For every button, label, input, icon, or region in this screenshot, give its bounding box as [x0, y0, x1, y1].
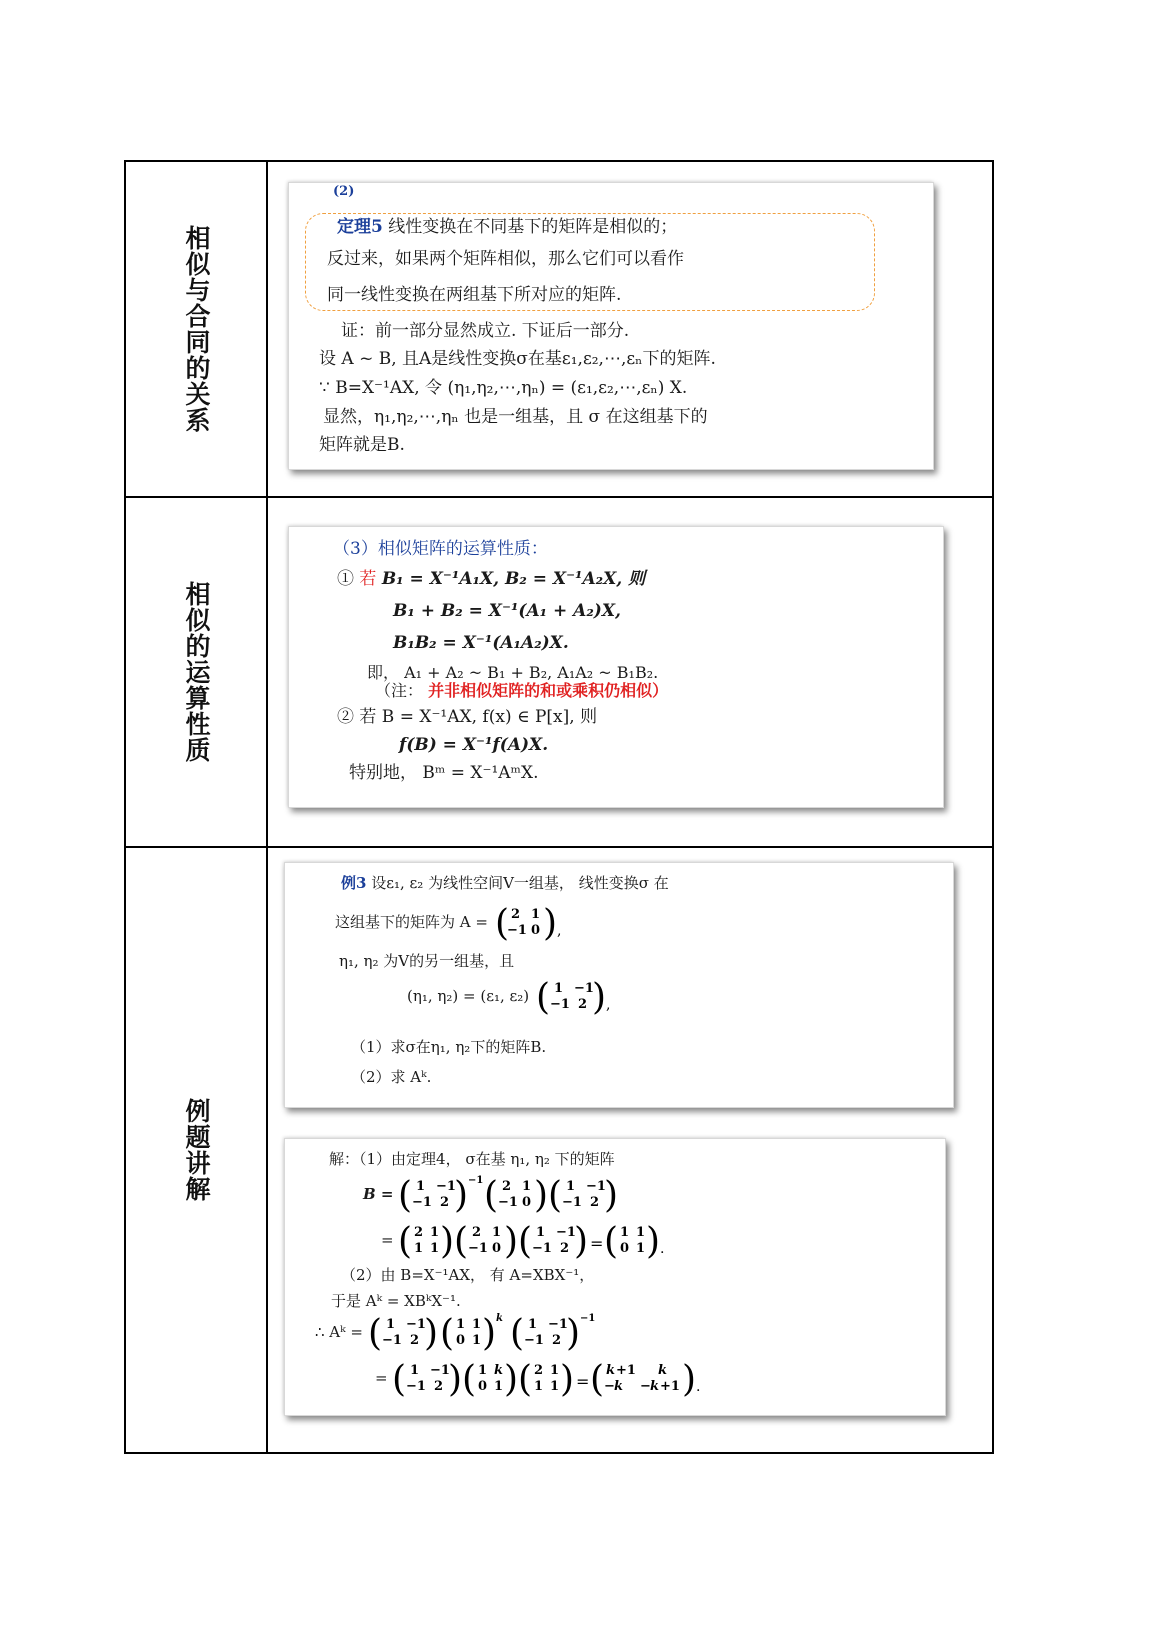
theorem-line-1: [337, 215, 677, 240]
svg-text:1: 1: [455, 1317, 465, 1332]
svg-text:−1: −1: [532, 1241, 553, 1256]
svg-text:1: 1: [530, 907, 540, 922]
svg-text:(: (: [518, 1221, 533, 1262]
svg-text:.: .: [660, 1241, 665, 1257]
example-line-5: （1）求σ在η₁, η₂下的矩阵B.: [351, 1038, 547, 1056]
table-row-similar-operations: [126, 496, 992, 846]
svg-text:): ): [448, 1359, 463, 1400]
note-open: （注：: [375, 681, 424, 700]
row-label-cell: [126, 162, 268, 496]
svg-text:): ): [542, 903, 557, 944]
svg-text:−1: −1: [586, 1179, 607, 1194]
example-text-4: (η₁, η₂) = (ε₁, ε₂): [407, 987, 530, 1005]
prop-if: 若: [359, 569, 377, 589]
prop-line-7: 特别地， Bᵐ = X⁻¹AᵐX.: [349, 763, 539, 783]
svg-text:1: 1: [416, 1179, 426, 1194]
svg-text:(: (: [454, 1221, 469, 1262]
content-table: [124, 160, 994, 1454]
svg-text:−1: −1: [547, 1317, 568, 1332]
prop-text-1: B₁ = X⁻¹A₁X, B₂ = X⁻¹A₂X, 则: [381, 569, 646, 589]
svg-text:2: 2: [502, 1179, 512, 1194]
svg-text:k: k: [494, 1363, 504, 1378]
svg-text:2: 2: [409, 1333, 419, 1348]
prop-line-2: B₁ + B₂ = X⁻¹(A₁ + A₂)X,: [393, 601, 621, 621]
note-red: 并非相似矩阵的和或乘积仍相似）: [428, 681, 669, 700]
svg-text:k: k: [495, 1313, 503, 1324]
svg-text:1: 1: [620, 1225, 630, 1240]
proof-line-2: 设 A ~ B, 且A是线性变换σ在基ε₁,ε₂,⋯,εₙ下的矩阵.: [319, 349, 716, 369]
svg-text:(: (: [484, 1175, 499, 1216]
svg-text:): ): [560, 1359, 575, 1400]
theorem-line-2: 反过来，如果两个矩阵相似，那么它们可以看作: [327, 249, 684, 269]
svg-text:2: 2: [440, 1195, 450, 1210]
svg-text:0: 0: [478, 1379, 488, 1394]
svg-text:0: 0: [492, 1241, 502, 1256]
example-line-2: [335, 901, 565, 945]
solution-text-2: B =: [363, 1185, 394, 1203]
svg-text:−1: −1: [506, 923, 527, 938]
svg-text:−: −: [604, 1379, 616, 1394]
solution-line-7: [375, 1357, 792, 1401]
svg-text:1: 1: [536, 1225, 546, 1240]
solution-line-2: [363, 1173, 668, 1217]
row-label: 相似与合同的关系: [182, 225, 211, 433]
solution-line-3: [381, 1219, 728, 1263]
slide-operations: [288, 526, 944, 808]
prop-line-5: ② 若 B = X⁻¹AX, f(x) ∈ P[x], 则: [337, 707, 598, 727]
svg-text:−1: −1: [579, 1313, 596, 1324]
svg-text:−1: −1: [523, 1333, 544, 1348]
svg-text:k: k: [614, 1379, 624, 1394]
svg-text:2: 2: [414, 1225, 424, 1240]
svg-text:−1: −1: [562, 1195, 583, 1210]
slide-cut-header: (2): [333, 184, 355, 199]
svg-text:1: 1: [534, 1379, 544, 1394]
matrix-product-Ak: [368, 1311, 638, 1355]
svg-text:1: 1: [522, 1179, 532, 1194]
proof-line-5: 矩阵就是B.: [319, 435, 405, 455]
svg-text:): ): [591, 977, 606, 1018]
table-row-examples: [126, 846, 992, 1452]
svg-text:2: 2: [551, 1333, 561, 1348]
svg-text:=: =: [576, 1372, 590, 1391]
svg-text:0: 0: [620, 1241, 630, 1256]
solution-text-6: ∴ Aᵏ =: [315, 1323, 363, 1341]
svg-text:1: 1: [471, 1317, 481, 1332]
row-label-cell: [126, 848, 268, 1452]
slide-solution: [284, 1138, 946, 1416]
svg-text:1: 1: [566, 1179, 576, 1194]
svg-text:1: 1: [492, 1225, 502, 1240]
svg-text:(: (: [494, 903, 509, 944]
example-line-6: （2）求 Aᵏ.: [351, 1068, 432, 1086]
svg-text:): ): [646, 1221, 661, 1262]
svg-text:(: (: [509, 1313, 524, 1354]
svg-text:1: 1: [471, 1333, 481, 1348]
matrix-A: [493, 901, 565, 945]
row-label: 例题讲解: [182, 1098, 211, 1202]
svg-text:1: 1: [430, 1241, 440, 1256]
svg-text:,: ,: [605, 997, 611, 1013]
prop-line-3: B₁B₂ = X⁻¹(A₁A₂)X.: [393, 633, 569, 653]
svg-text:(: (: [548, 1175, 563, 1216]
svg-text:): ): [534, 1175, 549, 1216]
svg-text:−1: −1: [549, 997, 570, 1012]
svg-text:): ): [504, 1221, 519, 1262]
example-line-3: η₁, η₂ 为V的另一组基，且: [339, 952, 515, 970]
svg-text:1: 1: [430, 1225, 440, 1240]
theorem-title: 定理5: [337, 217, 383, 237]
proof-line-1: 证：前一部分显然成立. 下证后一部分.: [341, 321, 630, 341]
svg-text:1: 1: [410, 1363, 420, 1378]
svg-text:(: (: [518, 1359, 533, 1400]
matrix-product-Ak-result: [392, 1357, 792, 1401]
svg-text:(: (: [535, 977, 550, 1018]
solution-text-3: =: [381, 1231, 394, 1249]
svg-text:−1: −1: [430, 1363, 451, 1378]
example-tag: 例3: [341, 874, 367, 892]
svg-text:k: k: [606, 1363, 616, 1378]
example-line-4: [407, 975, 614, 1019]
proof-line-4: 显然，η₁,η₂,⋯,ηₙ 也是一组基，且 σ 在这组基下的: [323, 407, 708, 427]
theorem-line-3: 同一线性变换在两组基下所对应的矩阵.: [327, 285, 622, 305]
svg-text:2: 2: [577, 997, 587, 1012]
example-line-1: [341, 873, 669, 895]
svg-text:−1: −1: [412, 1195, 433, 1210]
svg-text:): ): [423, 1313, 438, 1354]
svg-text:(: (: [590, 1359, 605, 1400]
svg-text:2: 2: [590, 1195, 600, 1210]
svg-text:k: k: [650, 1379, 660, 1394]
solution-line-4: （2）由 B=X⁻¹AX， 有 A=XBX⁻¹，: [341, 1266, 595, 1284]
slide-example3: [284, 862, 954, 1108]
svg-text:): ): [481, 1313, 496, 1354]
svg-text:1: 1: [414, 1241, 424, 1256]
svg-text:(: (: [367, 1313, 382, 1354]
svg-text:−1: −1: [405, 1317, 426, 1332]
row-label: 相似的运算性质: [182, 581, 211, 763]
svg-text:2: 2: [560, 1241, 570, 1256]
svg-text:−1: −1: [436, 1179, 457, 1194]
svg-text:1: 1: [527, 1317, 537, 1332]
solution-line-1: 解：（1）由定理4， σ在基 η₁, η₂ 下的矩阵: [329, 1150, 615, 1168]
theorem-text-1: 线性变换在不同基下的矩阵是相似的；: [388, 217, 678, 237]
svg-text:1: 1: [550, 1363, 560, 1378]
example-text-2: 这组基下的矩阵为 A =: [335, 913, 488, 931]
svg-text:(: (: [604, 1221, 619, 1262]
svg-text:1: 1: [550, 1379, 560, 1394]
prop-line-6: f(B) = X⁻¹f(A)X.: [399, 735, 549, 755]
svg-text:−1: −1: [468, 1241, 489, 1256]
svg-text:(: (: [462, 1359, 477, 1400]
proof-line-3: ∵ B=X⁻¹AX, 令 (η₁,η₂,⋯,ηₙ) = (ε₁,ε₂,⋯,εₙ) X.: [319, 378, 688, 398]
svg-text:−1: −1: [406, 1379, 427, 1394]
svg-text:): ): [682, 1359, 697, 1400]
prop-line-4: 即， A₁ + A₂ ~ B₁ + B₂, A₁A₂ ~ B₁B₂.: [367, 663, 659, 682]
svg-text:): ): [454, 1175, 469, 1216]
svg-text:0: 0: [522, 1195, 532, 1210]
svg-text:k: k: [658, 1363, 668, 1378]
solution-line-5: 于是 Aᵏ = XBᵏX⁻¹.: [331, 1292, 461, 1310]
svg-text:2: 2: [434, 1379, 444, 1394]
svg-text:2: 2: [510, 907, 520, 922]
svg-text:): ): [565, 1313, 580, 1354]
svg-text:0: 0: [455, 1333, 465, 1348]
svg-text:1: 1: [636, 1225, 646, 1240]
svg-text:(: (: [398, 1175, 413, 1216]
svg-text:=: =: [590, 1234, 604, 1253]
svg-text:+1: +1: [616, 1363, 637, 1378]
svg-text:(: (: [439, 1313, 454, 1354]
svg-text:,: ,: [556, 923, 562, 939]
svg-text:−1: −1: [573, 981, 594, 996]
matrix-product-B: [398, 1173, 668, 1217]
svg-text:−1: −1: [381, 1333, 402, 1348]
svg-text:0: 0: [530, 923, 540, 938]
matrix-X: [534, 975, 614, 1019]
row-label-cell: [126, 498, 268, 846]
svg-text:−1: −1: [468, 1175, 484, 1186]
svg-text:.: .: [696, 1379, 701, 1395]
svg-text:1: 1: [636, 1241, 646, 1256]
prop-note: [375, 679, 668, 702]
svg-text:−1: −1: [556, 1225, 577, 1240]
slide-heading: （3）相似矩阵的运算性质：: [333, 539, 548, 559]
svg-text:(: (: [392, 1359, 407, 1400]
svg-text:): ): [440, 1221, 455, 1262]
svg-text:2: 2: [472, 1225, 482, 1240]
svg-text:1: 1: [494, 1379, 504, 1394]
svg-text:1: 1: [478, 1363, 488, 1378]
matrix-product-result: [398, 1219, 728, 1263]
svg-text:1: 1: [385, 1317, 395, 1332]
svg-text:2: 2: [534, 1363, 544, 1378]
solution-line-6: [315, 1311, 638, 1355]
example-text-1: 设ε₁, ε₂ 为线性空间V一组基， 线性变换σ 在: [371, 874, 669, 892]
prop-line-1: [337, 567, 645, 592]
svg-text:): ): [574, 1221, 589, 1262]
svg-text:+1: +1: [660, 1379, 681, 1394]
svg-text:): ): [504, 1359, 519, 1400]
svg-text:1: 1: [553, 981, 563, 996]
svg-text:−: −: [640, 1379, 652, 1394]
svg-text:): ): [604, 1175, 619, 1216]
table-row-similar-congruent: [126, 162, 992, 496]
solution-text-7: =: [375, 1369, 388, 1387]
svg-text:−1: −1: [498, 1195, 519, 1210]
prop-number-1: ①: [337, 569, 354, 589]
svg-text:(: (: [398, 1221, 413, 1262]
slide-theorem5: [288, 182, 934, 470]
